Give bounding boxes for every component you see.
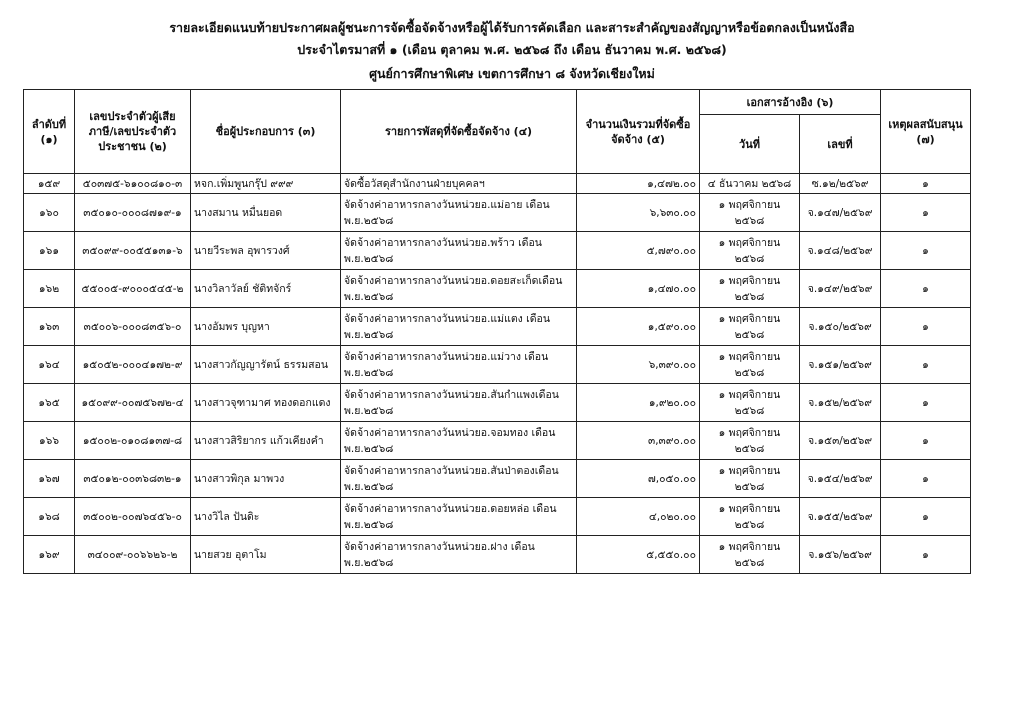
row-amount: ๓,๓๙๐.๐๐: [577, 422, 700, 460]
row-taxid: ๓๕๐๙๙-๐๐๕๕๑๓๑-๖: [75, 232, 191, 270]
row-ref-no: จ.๑๕๓/๒๕๖๙: [800, 422, 881, 460]
row-seq: ๑๕๙: [24, 174, 75, 194]
row-taxid: ๑๕๐๙๙-๐๐๗๕๖๗๒-๔: [75, 384, 191, 422]
row-amount: ๑,๙๒๐.๐๐: [577, 384, 700, 422]
row-ref-no: จ.๑๕๑/๒๕๖๙: [800, 346, 881, 384]
header-item: รายการพัสดุที่จัดซื้อจัดจ้าง (๔): [341, 90, 577, 174]
row-ref-date: ๑ พฤศจิกายน ๒๕๖๘: [700, 536, 800, 574]
row-item: จัดจ้างค่าอาหารกลางวันหน่วยอ.ดอยสะเก็ดเดือนพ.ย.๒๕๖๘: [341, 270, 577, 308]
row-ref-no: จ.๑๕๐/๒๕๖๙: [800, 308, 881, 346]
row-seq: ๑๖๖: [24, 422, 75, 460]
row-amount: ๖,๖๓๐.๐๐: [577, 194, 700, 232]
row-seq: ๑๖๑: [24, 232, 75, 270]
header-taxid: เลขประจำตัวผู้เสียภาษี/เลขประจำตัวประชาชน (๒): [75, 90, 191, 174]
row-seq: ๑๖๙: [24, 536, 75, 574]
table-row: [24, 194, 971, 232]
row-amount: ๗,๐๕๐.๐๐: [577, 460, 700, 498]
table-row: [24, 536, 971, 574]
table-row: [24, 498, 971, 536]
table-row: [24, 460, 971, 498]
row-item: จัดจ้างค่าอาหารกลางวันหน่วยอ.ดอยหล่อ เดือนพ.ย.๒๕๖๘: [341, 498, 577, 536]
row-reason: ๑: [881, 536, 971, 574]
header-vendor: ชื่อผู้ประกอบการ (๓): [191, 90, 341, 174]
row-taxid: ๓๕๐๑๒-๐๐๓๖๘๓๒-๑: [75, 460, 191, 498]
table-row: [24, 384, 971, 422]
row-item: จัดจ้างค่าอาหารกลางวันหน่วยอ.พร้าว เดือนพ.ย.๒๕๖๘: [341, 232, 577, 270]
row-seq: ๑๖๘: [24, 498, 75, 536]
table-row: [24, 270, 971, 308]
table-row: [24, 308, 971, 346]
row-reason: ๑: [881, 384, 971, 422]
row-amount: ๔,๐๒๐.๐๐: [577, 498, 700, 536]
row-taxid: ๑๕๐๕๒-๐๐๐๔๑๗๒-๙: [75, 346, 191, 384]
row-reason: ๑: [881, 232, 971, 270]
header-amount: จำนวนเงินรวมที่จัดซื้อจัดจ้าง (๕): [577, 90, 700, 174]
document-title: รายละเอียดแนบท้ายประกาศผลผู้ชนะการจัดซื้อจัดจ้างหรือผู้ได้รับการคัดเลือก และสาระสำคัญของสัญญาหรือข้อตกลงเป็นหนังสือ: [169, 20, 855, 35]
row-reason: ๑: [881, 194, 971, 232]
header-seq: ลำดับที่ (๑): [24, 90, 75, 174]
row-reason: ๑: [881, 460, 971, 498]
row-item: จัดจ้างค่าอาหารกลางวันหน่วยอ.ฝาง เดือนพ.ย.๒๕๖๘: [341, 536, 577, 574]
row-ref-date: ๑ พฤศจิกายน ๒๕๖๘: [700, 232, 800, 270]
row-taxid: ๕๐๓๗๕-๖๑๐๐๘๑๐-๓: [75, 174, 191, 194]
row-taxid: ๕๕๐๐๕-๙๐๐๐๕๔๕-๒: [75, 270, 191, 308]
row-ref-date: ๑ พฤศจิกายน ๒๕๖๘: [700, 384, 800, 422]
row-ref-date: ๑ พฤศจิกายน ๒๕๖๘: [700, 498, 800, 536]
row-vendor: นางสาวพิกุล มาพวง: [191, 460, 341, 498]
row-ref-date: ๑ พฤศจิกายน ๒๕๖๘: [700, 460, 800, 498]
row-ref-no: จ.๑๔๗/๒๕๖๙: [800, 194, 881, 232]
quarter-subtitle: ประจำไตรมาสที่ ๑ (เดือน ตุลาคม พ.ศ. ๒๕๖๘ ถึง เดือน ธันวาคม พ.ศ. ๒๕๖๘): [297, 42, 727, 57]
row-item: จัดจ้างค่าอาหารกลางวันหน่วยอ.แม่แตง เดือนพ.ย.๒๕๖๘: [341, 308, 577, 346]
row-ref-no: จ.๑๔๘/๒๕๖๙: [800, 232, 881, 270]
row-seq: ๑๖๗: [24, 460, 75, 498]
row-vendor: นางสาวสิริยากร แก้วเคียงคำ: [191, 422, 341, 460]
row-item: จัดจ้างค่าอาหารกลางวันหน่วยอ.แม่วาง เดือนพ.ย.๒๕๖๘: [341, 346, 577, 384]
header-ref-date: วันที่: [700, 115, 800, 174]
row-seq: ๑๖๓: [24, 308, 75, 346]
row-taxid: ๓๕๐๐๖-๐๐๐๘๓๕๖-๐: [75, 308, 191, 346]
row-reason: ๑: [881, 346, 971, 384]
row-item: จัดจ้างค่าอาหารกลางวันหน่วยอ.สันกำแพงเดือนพ.ย.๒๕๖๘: [341, 384, 577, 422]
row-reason: ๑: [881, 308, 971, 346]
row-vendor: นางสมาน หมื่นยอด: [191, 194, 341, 232]
row-vendor: นางอัมพร บุญหา: [191, 308, 341, 346]
row-ref-date: ๑ พฤศจิกายน ๒๕๖๘: [700, 346, 800, 384]
row-ref-date: ๑ พฤศจิกายน ๒๕๖๘: [700, 194, 800, 232]
row-amount: ๕,๗๙๐.๐๐: [577, 232, 700, 270]
row-vendor: นายวีระพล อุพารวงศ์: [191, 232, 341, 270]
table-row: [24, 174, 971, 194]
row-seq: ๑๖๐: [24, 194, 75, 232]
row-reason: ๑: [881, 422, 971, 460]
header-ref-no: เลขที่: [800, 115, 881, 174]
row-ref-no: จ.๑๕๖/๒๕๖๙: [800, 536, 881, 574]
row-amount: ๖,๓๙๐.๐๐: [577, 346, 700, 384]
row-reason: ๑: [881, 498, 971, 536]
row-taxid: ๑๕๐๐๒-๐๑๐๘๑๓๗-๘: [75, 422, 191, 460]
header-reference-group: เอกสารอ้างอิง (๖): [700, 90, 881, 115]
table-row: [24, 422, 971, 460]
row-item: จัดจ้างค่าอาหารกลางวันหน่วยอ.แม่อาย เดือนพ.ย.๒๕๖๘: [341, 194, 577, 232]
row-ref-no: ซ.๑๒/๒๕๖๙: [800, 174, 881, 194]
row-item: จัดซื้อวัสดุสำนักงานฝ่ายบุคคลฯ: [341, 174, 577, 194]
row-reason: ๑: [881, 270, 971, 308]
row-taxid: ๓๔๐๐๙-๐๐๖๖๒๖-๒: [75, 536, 191, 574]
row-item: จัดจ้างค่าอาหารกลางวันหน่วยอ.สันป่าตองเดือนพ.ย.๒๕๖๘: [341, 460, 577, 498]
row-seq: ๑๖๕: [24, 384, 75, 422]
row-ref-date: ๑ พฤศจิกายน ๒๕๖๘: [700, 308, 800, 346]
header-reason: เหตุผลสนับสนุน (๗): [881, 90, 971, 174]
table-row: [24, 346, 971, 384]
row-ref-no: จ.๑๕๒/๒๕๖๙: [800, 384, 881, 422]
row-ref-no: จ.๑๕๔/๒๕๖๙: [800, 460, 881, 498]
row-ref-no: จ.๑๔๙/๒๕๖๙: [800, 270, 881, 308]
row-vendor: หจก.เพิ่มพูนกรุ๊ป ๙๙๙: [191, 174, 341, 194]
row-amount: ๕,๕๕๐.๐๐: [577, 536, 700, 574]
row-amount: ๑,๔๗๐.๐๐: [577, 270, 700, 308]
row-vendor: นายสวย อุตาโม: [191, 536, 341, 574]
row-reason: ๑: [881, 174, 971, 194]
row-ref-date: ๑ พฤศจิกายน ๒๕๖๘: [700, 422, 800, 460]
agency-subtitle: ศูนย์การศึกษาพิเศษ เขตการศึกษา ๘ จังหวัดเชียงใหม่: [369, 66, 655, 81]
row-vendor: นางวิไล ปันดิะ: [191, 498, 341, 536]
row-vendor: นางสาวจุฑามาศ ทองดอกแดง: [191, 384, 341, 422]
row-amount: ๑,๕๙๐.๐๐: [577, 308, 700, 346]
row-seq: ๑๖๔: [24, 346, 75, 384]
row-vendor: นางสาวกัญญารัตน์ ธรรมสอน: [191, 346, 341, 384]
row-vendor: นางวิลาวัลย์ ชัติทจักร์: [191, 270, 341, 308]
row-ref-date: ๔ ธันวาคม ๒๕๖๘: [700, 174, 800, 194]
procurement-table: [23, 89, 971, 574]
table-row: [24, 232, 971, 270]
table-body: [24, 174, 971, 574]
row-amount: ๑,๔๗๒.๐๐: [577, 174, 700, 194]
row-taxid: ๓๕๐๑๐-๐๐๐๘๗๑๙-๑: [75, 194, 191, 232]
row-taxid: ๓๕๐๐๒-๐๐๗๖๔๕๖-๐: [75, 498, 191, 536]
row-seq: ๑๖๒: [24, 270, 75, 308]
row-ref-date: ๑ พฤศจิกายน ๒๕๖๘: [700, 270, 800, 308]
row-item: จัดจ้างค่าอาหารกลางวันหน่วยอ.จอมทอง เดือนพ.ย.๒๕๖๘: [341, 422, 577, 460]
row-ref-no: จ.๑๕๕/๒๕๖๙: [800, 498, 881, 536]
